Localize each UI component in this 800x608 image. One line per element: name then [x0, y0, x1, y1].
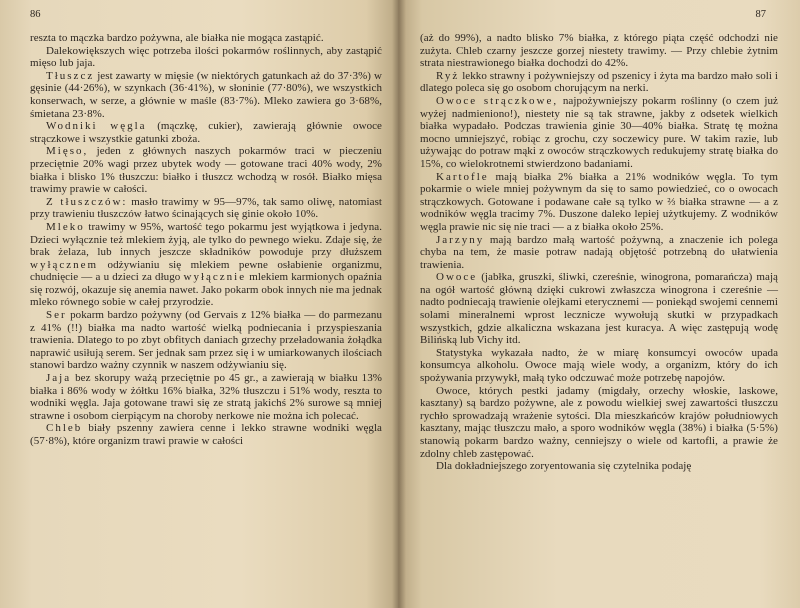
paragraph [30, 422, 382, 447]
paragraph [420, 234, 778, 272]
paragraph [30, 70, 382, 120]
emphasized-term: Mięso, [46, 145, 89, 158]
paragraph-text: mają białka 2% białka a 21% wodników węgla. To tym pokarmie o wiele mniej pożywnym da się to samo powiedzieć, co o owocach strączkowych. Gotowane i podawane całe są tylko w ⅔ białka strawne — a z wodników węgla tracimy 7%. Duszone daleko lepiej użytkujemy. Z wodników węgla prawie nic się nie traci — a z białka około 25%. [420, 170, 778, 233]
paragraph-text: Dla dokładniejszego zoryentowania się czytelnika podaję [436, 460, 692, 473]
paragraph-text: bez skorupy ważą przeciętnie po 45 gr., a zawierają w białku 13% białka i 86% wody w żółtku 16% białka, 32% tłuszczu i 51% wody, reszta to wodniki węgla. Jaja gotowane trawi się ze stratą jakichś 2% surowe są mniej strawne i osobom cierpiącym na choroby nerkowe nie można ich polecać. [30, 372, 382, 422]
paragraph-text: pokarm bardzo pożywny (od Gervais z 12% białka — do parmezanu z 41% (!!) białka ma nadto wartość wielką podniecania i przyspieszania trawienia. Dlatego to po zbyt obfitych daniach grzechy przeładowania żołądka naprawić usiłują serem. Ser jednak sam przez się i w umiarkowanych ilościach stanowi bardzo ważny czynnik w naszem odżywianiu się. [30, 309, 382, 372]
emphasized-term: Ser [46, 309, 67, 322]
emphasized-term: Chleb [46, 422, 83, 435]
paragraph-text: (aż do 99%), a nadto blisko 7% białka, z którego piąta część odchodzi nie zużyta. Chleb czarny jeszcze gorzej niestety trawimy. — Przy chlebie żytnim strata niestrawionego białka dochodzi do 42%. [420, 32, 778, 70]
emphasized-term: Jaja [46, 372, 72, 385]
paragraph [30, 309, 382, 372]
paragraph [420, 95, 778, 171]
right-page [398, 0, 800, 608]
paragraph-text: Statystyka wykazała nadto, że w miarę konsumcyi owoców upada konsumcya alkoholu. Owoce mają wiele wody, a organizm, który do ich spożywania przywykł, małą tyko odczuwać może potrzebę napojów. [420, 346, 778, 385]
paragraph-text: (jabłka, gruszki, śliwki, czereśnie, winogrona, pomarańcza) mają na ogół wartość główną dzięki cukrowi zwłaszcza winogrona i czereśnie — nadto podniecają trawienie olejkami eterycznemi — poniekąd swojemi cennemi solami mineralnemi wprost lecznicze wywołują skutki w przypadkach wszystkich, gdzie alkaliczna wskazana jest kuracya. A więc zastępują wodę Bilińską lub Vichy itd. [420, 271, 778, 347]
emphasized-term: Mleko [46, 220, 85, 233]
paragraph-text: Dalekowiększych więc potrzeba ilości pokarmów roślinnych, aby zastąpić mięso lub jaja. [30, 44, 382, 70]
paragraph [420, 460, 778, 473]
paragraph-text: trawimy w 95%, wartość tego pokarmu jest wyjątkowa i jedyna. Dzieci wyłącznie też mlekiem żyją, ale tylko do pewnego wieku. Zdaje się, że brak żelaza, lub innych jeszcze składników powoduje przy dłuższem [30, 220, 382, 259]
paragraph-text: reszta to mączka bardzo pożywna, ale białka nie mogąca zastąpić. [30, 32, 324, 44]
paragraph [420, 347, 778, 385]
paragraph-text: jest zawarty w mięsie (w niektórych gatunkach aż do 37·3%) w gęsinie (44·26%), w szynkach (36·41%), w słoninie (77·80%), we wszystkich konserwach, w serze, a głównie w maśle (83·7%). Mleko zawiera go 3·68%, śmietana 23·8%. [30, 69, 382, 120]
paragraph [420, 171, 778, 234]
left-page-text [30, 32, 382, 448]
paragraph [30, 221, 382, 309]
paragraph [420, 70, 778, 95]
left-page [0, 0, 398, 608]
right-page-text [420, 32, 778, 473]
emphasized-term: Jarzyny [436, 233, 485, 246]
page-number-right: 87 [755, 9, 766, 20]
paragraph [30, 120, 382, 145]
emphasized-term: Wodniki węgla [46, 120, 147, 133]
emphasized-term: Ryż [436, 69, 460, 82]
page-number-left: 86 [30, 9, 41, 20]
paragraph-text: masło trawimy w 95—97%, tak samo oliwę, natomiast przy trawieniu tłuszczów łatwo ścinających się ginie około 10%. [30, 195, 382, 221]
emphasized-term: Owoce [436, 271, 478, 284]
paragraph-text: (mączkę, cukier), zawierają głównie owoce strączkowe i wszystkie gatunki zboża. [30, 120, 382, 145]
paragraph-text: jeden z głównych naszych pokarmów traci w pieczeniu przeciętnie 20% wagi przez ubytek wody — gotowane traci 40% wody, 2% białka i blisko 1% tłuszczu: białko i tłuszcz wchodzą w rosół. Białko mięsa trawimy prawie w całości. [30, 145, 382, 196]
paragraph [420, 32, 778, 70]
paragraph-text: biały pszenny zawiera cenne i lekko strawne wodniki węgla (57·8%), które organizm trawi prawie w całości [30, 422, 382, 447]
paragraph-text: mlekiem karmionych opaźnia się rozwój, okazuje się anemia nawet. Jako pokarm obok innych nie ma jednak mleko równego sobie w całej przyrodzie. [30, 271, 382, 309]
paragraph-text: odżywianiu się mlekiem pewne osłabienie organizmu, chudnięcie — a u dzieci za długo [30, 258, 382, 284]
paragraph [30, 32, 382, 45]
emphasized-term: Z tłuszczów: [46, 195, 128, 208]
paragraph [420, 271, 778, 347]
paragraph [30, 45, 382, 70]
emphasized-term: Owoce strączkowe, [436, 94, 559, 107]
paragraph-text: najpożywniejszy pokarm roślinny (o czem już wyżej nadmieniono!), niestety nie są tak strawne, jakby z odsetek wielkich białka wypadało. Podczas trawienia ginie 30—40% białka. Stratę tę można mocno umniejszyć, robiąc z grochu, czy soczewicy pure. W takim razie, lub używając do potraw mąki z owoców strączkowych redukujemy stratę białka do 15%, co wielokrotnemi stwierdzono badaniami. [420, 94, 778, 170]
emphasized-term: Kartofle [436, 170, 489, 183]
paragraph [30, 145, 382, 195]
paragraph [420, 385, 778, 461]
emphasized-term: Tłuszcz [46, 69, 95, 82]
paragraph [30, 372, 382, 422]
paragraph [30, 196, 382, 221]
paragraph-text: mają bardzo małą wartość pożywną, a znaczenie ich polega chyba na tem, że masie potraw nadają objętość potrzebną do ułatwienia trawienia. [420, 233, 778, 271]
emphasized-term: wyłącznie [183, 271, 247, 284]
paragraph-text: lekko strawny i pożywniejszy od pszenicy i żyta ma bardzo mało soli i dlatego poleca się go osobom chorującym na nerki. [420, 69, 778, 95]
emphasized-term: wyłącznem [30, 258, 99, 271]
paragraph-text: Owoce, których pestki jadamy (migdały, orzechy włoskie, laskowe, kasztany) są bardzo pożywne, ale z powodu wielkiej swej zawartości tłuszczu rychło sprowadzają wrażenie sytości. Dla mieszkańców krajów południowych kasztany, mając tłuszczu mało, a sporo wodników węgla (38%) i białka (5·5%) stanowią pokarm bardzo ważny, cenniejszy o wiele od kartofli, a prawie że zdolny chleb zastępować. [420, 384, 778, 460]
